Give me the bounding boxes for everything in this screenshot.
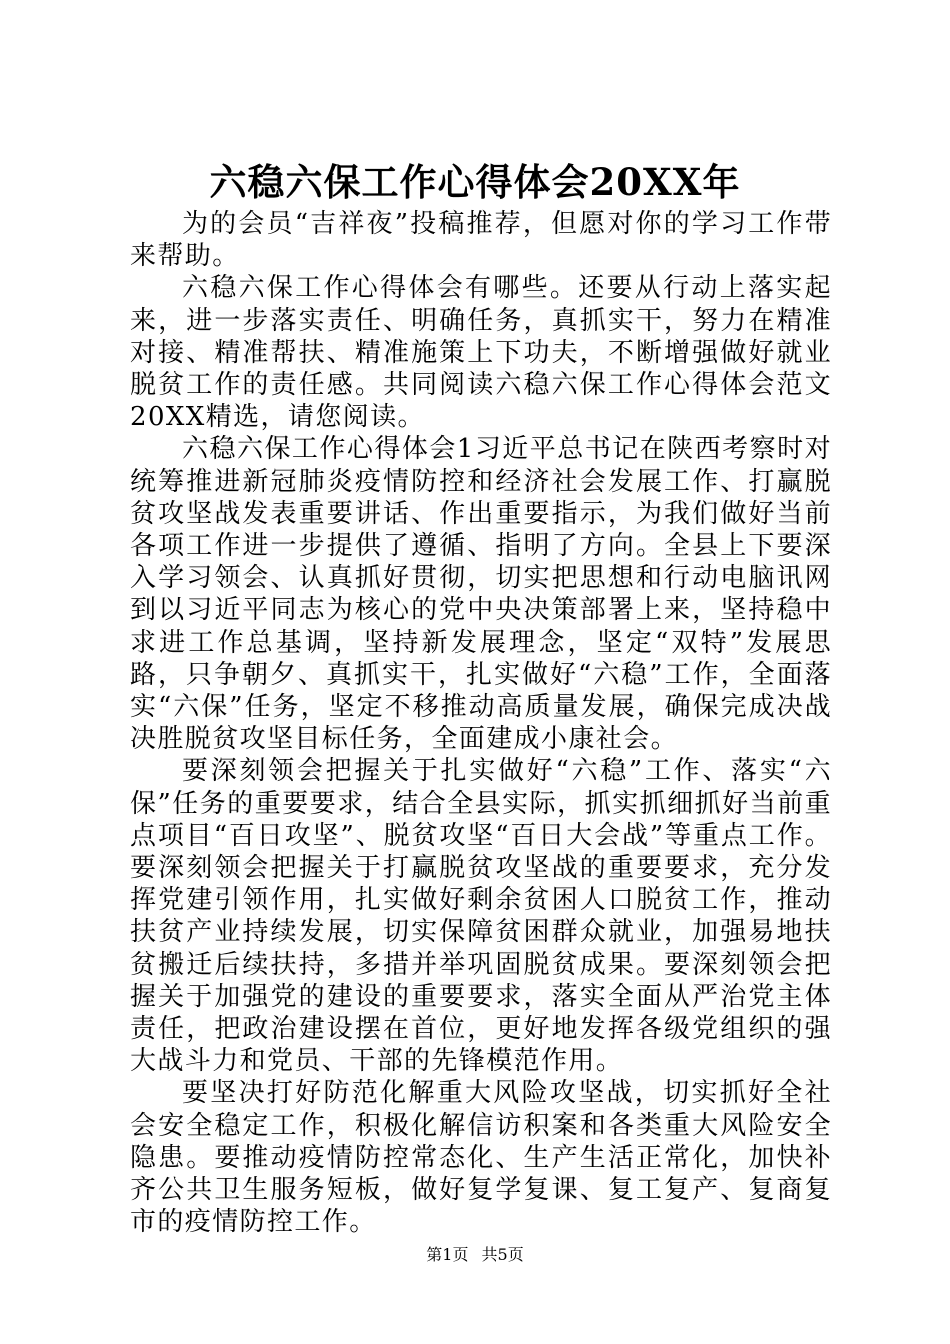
paragraph-1: 六稳六保工作心得体会1习近平总书记在陕西考察时对统筹推进新冠肺炎疫情防控和经济社会发展工作、打赢脱贫攻坚战发表重要讲话、作出重要指示，为我们做好当前各项工作进一步提供了遵循、指明了方向。全县上下要深入学习领会、认真抓好贯彻，切实把思想和行动电脑讯网到以习近平同志为核心的党中央决策部署上来，坚持稳中求进工作总基调，坚持新发展理念，坚定“双特”发展思路，只争朝夕、真抓实干，扎实做好“六稳”工作，全面落实“六保”任务，坚定不移推动高质量发展，确保完成决战决胜脱贫攻坚目标任务，全面建成小康社会。 (130, 434, 832, 755)
paragraph-summary: 六稳六保工作心得体会有哪些。还要从行动上落实起来，进一步落实责任、明确任务，真抓实干，努力在精准对接、精准帮扶、精准施策上下功夫，不断增强做好就业脱贫工作的责任感。共同阅读六稳六保工作心得体会范文20XX精选，请您阅读。 (130, 273, 832, 433)
paragraph-2: 要深刻领会把握关于扎实做好“六稳”工作、落实“六保”任务的重要要求，结合全县实际，抓实抓细抓好当前重点项目“百日攻坚”、脱贫攻坚“百日大会战”等重点工作。要深刻领会把握关于打赢脱贫攻坚战的重要要求，充分发挥党建引领作用，扎实做好剩余贫困人口脱贫工作，推动扶贫产业持续发展，切实保障贫困群众就业，加强易地扶贫搬迁后续扶持，多措并举巩固脱贫成果。要深刻领会把握关于加强党的建设的重要要求，落实全面从严治党主体责任，把政治建设摆在首位，更好地发挥各级党组织的强大战斗力和党员、干部的先锋模范作用。 (130, 756, 832, 1077)
paragraph-3: 要坚决打好防范化解重大风险攻坚战，切实抓好全社会安全稳定工作，积极化解信访积案和各类重大风险安全隐患。要推动疫情防控常态化、生产生活正常化，加快补齐公共卫生服务短板，做好复学复课、复工复产、复商复市的疫情防控工作。 (130, 1078, 832, 1238)
document-body (130, 208, 832, 1239)
page-footer (0, 1244, 950, 1266)
page-total: 共5页 (481, 1245, 524, 1264)
page-number: 第1页 (426, 1245, 469, 1264)
paragraph-intro: 为的会员“吉祥夜”投稿推荐，但愿对你的学习工作带来帮助。 (130, 209, 832, 272)
document-title: 六稳六保工作心得体会20XX年 (209, 160, 741, 204)
